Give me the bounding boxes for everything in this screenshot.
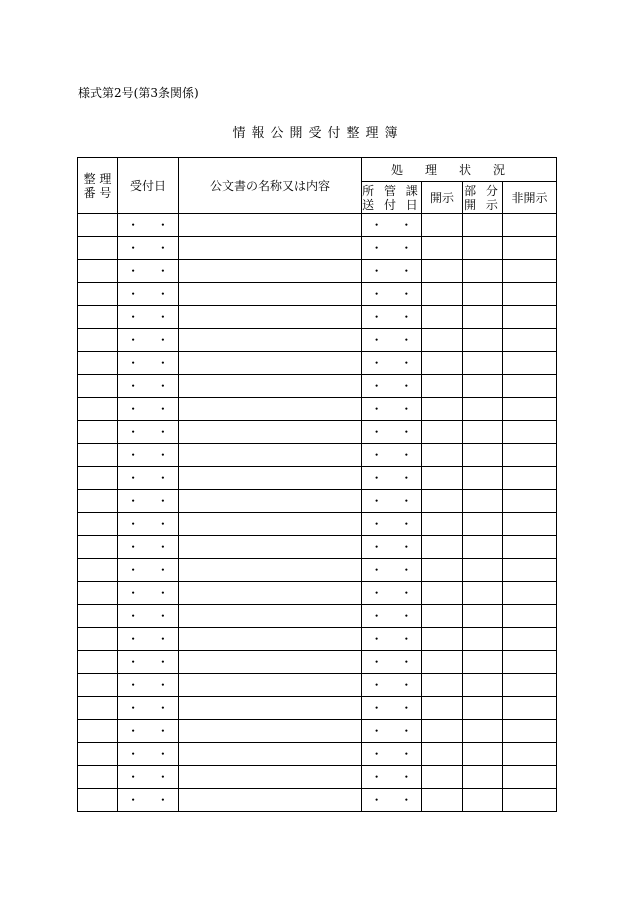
cell-dept-sent-date: ・ ・ bbox=[362, 375, 422, 398]
cell-partial-disclosure bbox=[463, 444, 503, 467]
cell-number bbox=[78, 789, 118, 812]
cell-partial-disclosure bbox=[463, 421, 503, 444]
cell-document-name bbox=[179, 214, 362, 237]
cell-received-date: ・ ・ bbox=[118, 628, 179, 651]
cell-disclosure bbox=[422, 444, 463, 467]
cell-partial-disclosure bbox=[463, 260, 503, 283]
cell-received-date: ・ ・ bbox=[118, 674, 179, 697]
cell-non-disclosure bbox=[503, 329, 557, 352]
cell-disclosure bbox=[422, 720, 463, 743]
cell-non-disclosure bbox=[503, 720, 557, 743]
cell-document-name bbox=[179, 444, 362, 467]
cell-document-name bbox=[179, 628, 362, 651]
cell-document-name bbox=[179, 720, 362, 743]
cell-dept-sent-date: ・ ・ bbox=[362, 697, 422, 720]
cell-disclosure bbox=[422, 674, 463, 697]
header-document-name: 公文書の名称又は内容 bbox=[179, 158, 362, 214]
table-row bbox=[78, 398, 557, 421]
cell-non-disclosure bbox=[503, 789, 557, 812]
cell-non-disclosure bbox=[503, 214, 557, 237]
table-row bbox=[78, 490, 557, 513]
cell-document-name bbox=[179, 743, 362, 766]
cell-non-disclosure bbox=[503, 352, 557, 375]
cell-received-date: ・ ・ bbox=[118, 513, 179, 536]
cell-received-date: ・ ・ bbox=[118, 490, 179, 513]
cell-received-date: ・ ・ bbox=[118, 375, 179, 398]
cell-received-date: ・ ・ bbox=[118, 214, 179, 237]
table-row bbox=[78, 536, 557, 559]
cell-document-name bbox=[179, 352, 362, 375]
cell-number bbox=[78, 260, 118, 283]
cell-non-disclosure bbox=[503, 490, 557, 513]
table-row bbox=[78, 306, 557, 329]
cell-dept-sent-date: ・ ・ bbox=[362, 398, 422, 421]
cell-number bbox=[78, 697, 118, 720]
cell-number bbox=[78, 329, 118, 352]
cell-disclosure bbox=[422, 375, 463, 398]
cell-disclosure bbox=[422, 536, 463, 559]
cell-dept-sent-date: ・ ・ bbox=[362, 352, 422, 375]
cell-dept-sent-date: ・ ・ bbox=[362, 766, 422, 789]
cell-received-date: ・ ・ bbox=[118, 743, 179, 766]
cell-dept-sent-date: ・ ・ bbox=[362, 421, 422, 444]
cell-disclosure bbox=[422, 490, 463, 513]
cell-partial-disclosure bbox=[463, 743, 503, 766]
cell-document-name bbox=[179, 789, 362, 812]
cell-number bbox=[78, 444, 118, 467]
cell-number bbox=[78, 536, 118, 559]
cell-disclosure bbox=[422, 352, 463, 375]
cell-partial-disclosure bbox=[463, 582, 503, 605]
table-row bbox=[78, 444, 557, 467]
table-row bbox=[78, 743, 557, 766]
table-row bbox=[78, 697, 557, 720]
cell-received-date: ・ ・ bbox=[118, 697, 179, 720]
header-number-line1: 整 理 bbox=[83, 171, 112, 186]
cell-number bbox=[78, 214, 118, 237]
cell-number bbox=[78, 421, 118, 444]
table-row bbox=[78, 375, 557, 398]
cell-dept-sent-date: ・ ・ bbox=[362, 237, 422, 260]
cell-non-disclosure bbox=[503, 536, 557, 559]
cell-non-disclosure bbox=[503, 743, 557, 766]
cell-disclosure bbox=[422, 329, 463, 352]
table-row bbox=[78, 559, 557, 582]
header-processing-status: 処理状況 bbox=[362, 158, 557, 182]
cell-received-date: ・ ・ bbox=[118, 283, 179, 306]
cell-partial-disclosure bbox=[463, 375, 503, 398]
cell-partial-disclosure bbox=[463, 720, 503, 743]
cell-disclosure bbox=[422, 398, 463, 421]
header-partial-line1: 部 分 bbox=[464, 183, 501, 198]
cell-document-name bbox=[179, 513, 362, 536]
cell-dept-sent-date: ・ ・ bbox=[362, 283, 422, 306]
cell-partial-disclosure bbox=[463, 605, 503, 628]
header-partial-line2: 開 示 bbox=[464, 197, 501, 212]
cell-disclosure bbox=[422, 651, 463, 674]
cell-partial-disclosure bbox=[463, 559, 503, 582]
cell-document-name bbox=[179, 697, 362, 720]
cell-document-name bbox=[179, 375, 362, 398]
cell-dept-sent-date: ・ ・ bbox=[362, 467, 422, 490]
cell-number bbox=[78, 375, 118, 398]
cell-dept-sent-date: ・ ・ bbox=[362, 513, 422, 536]
cell-non-disclosure bbox=[503, 375, 557, 398]
cell-document-name bbox=[179, 421, 362, 444]
cell-disclosure bbox=[422, 513, 463, 536]
cell-non-disclosure bbox=[503, 467, 557, 490]
cell-received-date: ・ ・ bbox=[118, 559, 179, 582]
cell-non-disclosure bbox=[503, 283, 557, 306]
table-row bbox=[78, 237, 557, 260]
cell-number bbox=[78, 467, 118, 490]
cell-partial-disclosure bbox=[463, 329, 503, 352]
cell-partial-disclosure bbox=[463, 352, 503, 375]
cell-partial-disclosure bbox=[463, 490, 503, 513]
cell-document-name bbox=[179, 674, 362, 697]
cell-disclosure bbox=[422, 421, 463, 444]
cell-partial-disclosure bbox=[463, 398, 503, 421]
header-dept-line1: 所 管 課 bbox=[362, 183, 421, 198]
table-row bbox=[78, 467, 557, 490]
table-row bbox=[78, 421, 557, 444]
cell-non-disclosure bbox=[503, 260, 557, 283]
cell-document-name bbox=[179, 306, 362, 329]
cell-received-date: ・ ・ bbox=[118, 260, 179, 283]
cell-received-date: ・ ・ bbox=[118, 536, 179, 559]
table-row bbox=[78, 674, 557, 697]
cell-received-date: ・ ・ bbox=[118, 306, 179, 329]
cell-document-name bbox=[179, 490, 362, 513]
cell-received-date: ・ ・ bbox=[118, 582, 179, 605]
cell-disclosure bbox=[422, 559, 463, 582]
cell-partial-disclosure bbox=[463, 674, 503, 697]
cell-document-name bbox=[179, 237, 362, 260]
cell-number bbox=[78, 237, 118, 260]
cell-dept-sent-date: ・ ・ bbox=[362, 214, 422, 237]
cell-partial-disclosure bbox=[463, 467, 503, 490]
cell-non-disclosure bbox=[503, 237, 557, 260]
cell-dept-sent-date: ・ ・ bbox=[362, 559, 422, 582]
cell-number bbox=[78, 720, 118, 743]
cell-partial-disclosure bbox=[463, 214, 503, 237]
cell-non-disclosure bbox=[503, 582, 557, 605]
cell-non-disclosure bbox=[503, 513, 557, 536]
header-disclosure: 開示 bbox=[422, 182, 463, 214]
cell-dept-sent-date: ・ ・ bbox=[362, 536, 422, 559]
cell-partial-disclosure bbox=[463, 789, 503, 812]
cell-disclosure bbox=[422, 605, 463, 628]
cell-partial-disclosure bbox=[463, 628, 503, 651]
cell-document-name bbox=[179, 398, 362, 421]
cell-partial-disclosure bbox=[463, 697, 503, 720]
cell-disclosure bbox=[422, 306, 463, 329]
form-label: 様式第2号(第3条関係) bbox=[78, 86, 199, 100]
cell-partial-disclosure bbox=[463, 766, 503, 789]
reception-ledger-table bbox=[77, 157, 557, 812]
cell-received-date: ・ ・ bbox=[118, 421, 179, 444]
cell-received-date: ・ ・ bbox=[118, 444, 179, 467]
cell-received-date: ・ ・ bbox=[118, 651, 179, 674]
header-number bbox=[78, 158, 118, 214]
table-row bbox=[78, 651, 557, 674]
cell-disclosure bbox=[422, 467, 463, 490]
table-row bbox=[78, 214, 557, 237]
cell-number bbox=[78, 628, 118, 651]
cell-dept-sent-date: ・ ・ bbox=[362, 720, 422, 743]
cell-non-disclosure bbox=[503, 697, 557, 720]
table-row bbox=[78, 720, 557, 743]
cell-number bbox=[78, 490, 118, 513]
cell-received-date: ・ ・ bbox=[118, 720, 179, 743]
cell-non-disclosure bbox=[503, 421, 557, 444]
cell-document-name bbox=[179, 260, 362, 283]
header-partial-disclosure bbox=[463, 182, 503, 214]
cell-received-date: ・ ・ bbox=[118, 329, 179, 352]
cell-non-disclosure bbox=[503, 559, 557, 582]
table-row bbox=[78, 283, 557, 306]
cell-non-disclosure bbox=[503, 306, 557, 329]
cell-disclosure bbox=[422, 283, 463, 306]
cell-document-name bbox=[179, 559, 362, 582]
table-row bbox=[78, 260, 557, 283]
cell-number bbox=[78, 283, 118, 306]
cell-partial-disclosure bbox=[463, 651, 503, 674]
cell-received-date: ・ ・ bbox=[118, 467, 179, 490]
cell-disclosure bbox=[422, 628, 463, 651]
header-non-disclosure: 非開示 bbox=[503, 182, 557, 214]
table-row bbox=[78, 352, 557, 375]
cell-document-name bbox=[179, 536, 362, 559]
ledger-body bbox=[78, 214, 557, 812]
cell-non-disclosure bbox=[503, 766, 557, 789]
cell-disclosure bbox=[422, 582, 463, 605]
cell-dept-sent-date: ・ ・ bbox=[362, 605, 422, 628]
cell-number bbox=[78, 582, 118, 605]
cell-received-date: ・ ・ bbox=[118, 789, 179, 812]
table-row bbox=[78, 513, 557, 536]
cell-disclosure bbox=[422, 697, 463, 720]
cell-number bbox=[78, 513, 118, 536]
cell-received-date: ・ ・ bbox=[118, 766, 179, 789]
cell-number bbox=[78, 559, 118, 582]
cell-partial-disclosure bbox=[463, 513, 503, 536]
cell-dept-sent-date: ・ ・ bbox=[362, 306, 422, 329]
table-row bbox=[78, 628, 557, 651]
cell-disclosure bbox=[422, 260, 463, 283]
cell-number bbox=[78, 674, 118, 697]
cell-document-name bbox=[179, 605, 362, 628]
cell-non-disclosure bbox=[503, 628, 557, 651]
cell-received-date: ・ ・ bbox=[118, 237, 179, 260]
cell-dept-sent-date: ・ ・ bbox=[362, 444, 422, 467]
cell-non-disclosure bbox=[503, 605, 557, 628]
cell-dept-sent-date: ・ ・ bbox=[362, 789, 422, 812]
cell-dept-sent-date: ・ ・ bbox=[362, 674, 422, 697]
cell-dept-sent-date: ・ ・ bbox=[362, 743, 422, 766]
table-row bbox=[78, 329, 557, 352]
cell-partial-disclosure bbox=[463, 536, 503, 559]
cell-non-disclosure bbox=[503, 444, 557, 467]
table-row bbox=[78, 789, 557, 812]
cell-number bbox=[78, 306, 118, 329]
table-row bbox=[78, 582, 557, 605]
cell-number bbox=[78, 651, 118, 674]
cell-non-disclosure bbox=[503, 398, 557, 421]
header-dept-sent-date bbox=[362, 182, 422, 214]
cell-received-date: ・ ・ bbox=[118, 605, 179, 628]
table-row bbox=[78, 605, 557, 628]
cell-document-name bbox=[179, 582, 362, 605]
table-row bbox=[78, 766, 557, 789]
cell-dept-sent-date: ・ ・ bbox=[362, 582, 422, 605]
cell-dept-sent-date: ・ ・ bbox=[362, 628, 422, 651]
cell-disclosure bbox=[422, 214, 463, 237]
cell-received-date: ・ ・ bbox=[118, 398, 179, 421]
cell-document-name bbox=[179, 283, 362, 306]
cell-document-name bbox=[179, 467, 362, 490]
cell-non-disclosure bbox=[503, 651, 557, 674]
cell-dept-sent-date: ・ ・ bbox=[362, 329, 422, 352]
cell-partial-disclosure bbox=[463, 306, 503, 329]
cell-partial-disclosure bbox=[463, 283, 503, 306]
header-received-date: 受付日 bbox=[118, 158, 179, 214]
cell-disclosure bbox=[422, 743, 463, 766]
cell-disclosure bbox=[422, 766, 463, 789]
cell-number bbox=[78, 743, 118, 766]
cell-partial-disclosure bbox=[463, 237, 503, 260]
cell-number bbox=[78, 398, 118, 421]
cell-dept-sent-date: ・ ・ bbox=[362, 260, 422, 283]
cell-received-date: ・ ・ bbox=[118, 352, 179, 375]
cell-number bbox=[78, 605, 118, 628]
cell-document-name bbox=[179, 651, 362, 674]
document-title: 情報公開受付整理簿 bbox=[232, 126, 404, 141]
cell-disclosure bbox=[422, 789, 463, 812]
cell-document-name bbox=[179, 766, 362, 789]
cell-dept-sent-date: ・ ・ bbox=[362, 651, 422, 674]
cell-disclosure bbox=[422, 237, 463, 260]
header-dept-line2: 送 付 日 bbox=[362, 197, 421, 212]
cell-non-disclosure bbox=[503, 674, 557, 697]
cell-number bbox=[78, 766, 118, 789]
cell-number bbox=[78, 352, 118, 375]
cell-document-name bbox=[179, 329, 362, 352]
header-number-line2: 番 号 bbox=[83, 185, 112, 200]
cell-dept-sent-date: ・ ・ bbox=[362, 490, 422, 513]
